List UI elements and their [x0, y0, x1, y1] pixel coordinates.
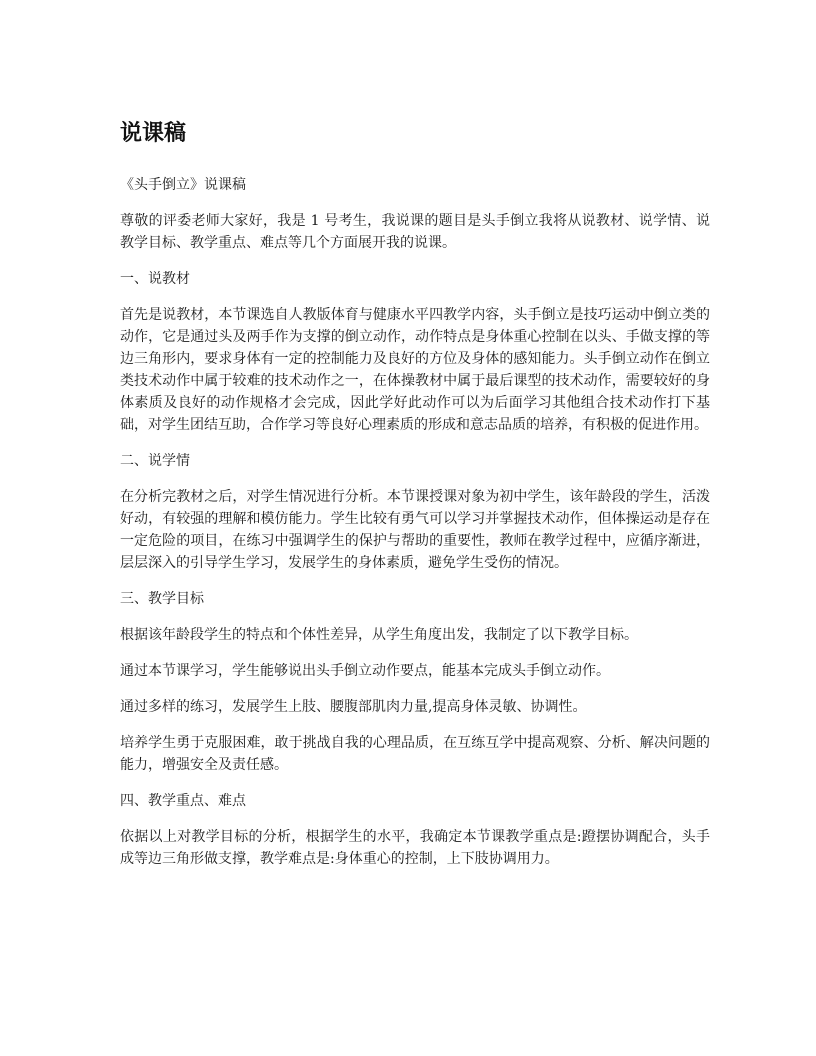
intro-paragraph: 尊敬的评委老师大家好，我是 1 号考生，我说课的题目是头手倒立我将从说教材、说学情、说教学目标、教学重点、难点等几个方面展开我的说课。	[120, 213, 710, 251]
materials-paragraph: 首先是说教材，本节课选自人教版体育与健康水平四教学内容，头手倒立是技巧运动中倒立类的动作，它是通过头及两手作为支撑的倒立动作，动作特点是身体重心控制在以头、手做支撑的等边三角形内，要求身体有一定的控制能力及良好的方位及身体的感知能力。头手倒立动作在倒立类技术动作中属于较难的技术动作之一，在体操教材中属于最后课型的技术动作，需要较好的身体素质及良好的动作规格才会完成，因此学好此动作可以为后面学习其他组合技术动作打下基础，对学生团结互助，合作学习等良好心理素质的形成和意志品质的培养，有积极的促进作用。	[120, 307, 710, 433]
objectives-intro-paragraph: 根据该年龄段学生的特点和个体性差异，从学生角度出发，我制定了以下教学目标。	[120, 627, 638, 643]
section-heading-key-points: 四、教学重点、难点	[120, 793, 246, 809]
section-heading-objectives: 三、教学目标	[120, 591, 204, 607]
section-heading-students: 二、说学情	[120, 453, 190, 469]
document-page	[120, 118, 710, 884]
objective-emotion-paragraph: 培养学生勇于克服困难，敢于挑战自我的心理品质，在互练互学中提高观察、分析、解决问题的能力，增强安全及责任感。	[120, 735, 710, 773]
key-points-paragraph: 依据以上对教学目标的分析，根据学生的水平，我确定本节课教学重点是:蹬摆协调配合，头手成等边三角形做支撑，教学难点是:身体重心的控制，上下肢协调用力。	[120, 829, 710, 867]
objective-skill-paragraph: 通过多样的练习，发展学生上肢、腰腹部肌肉力量,提高身体灵敏、协调性。	[120, 699, 587, 715]
students-paragraph: 在分析完教材之后，对学生情况进行分析。本节课授课对象为初中学生，该年龄段的学生，活泼好动，有较强的理解和模仿能力。学生比较有勇气可以学习并掌握技术动作，但体操运动是存在一定危险的项目，在练习中强调学生的保护与帮助的重要性，教师在教学过程中，应循序渐进，层层深入的引导学生学习，发展学生的身体素质，避免学生受伤的情况。	[120, 489, 710, 571]
document-subtitle: 《头手倒立》说课稿	[120, 177, 246, 193]
objective-knowledge-paragraph: 通过本节课学习，学生能够说出头手倒立动作要点，能基本完成头手倒立动作。	[120, 663, 610, 679]
page-title: 说课稿	[120, 121, 187, 146]
section-heading-materials: 一、说教材	[120, 271, 190, 287]
